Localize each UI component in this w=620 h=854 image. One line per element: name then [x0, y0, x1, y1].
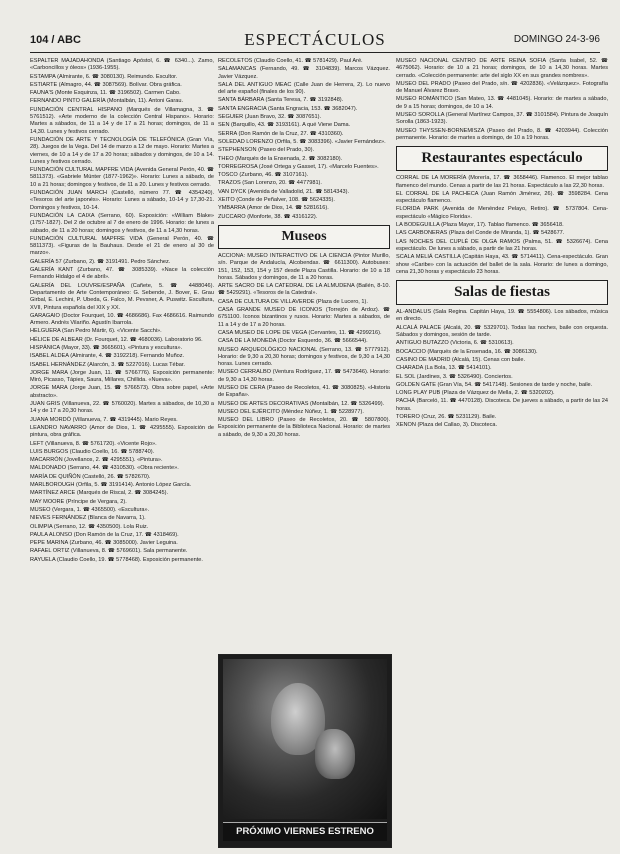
- nightclub-entry: ALCALÁ PALACE (Alcalá, 20. ☎ 5329701). Todas las noches, baile con orquesta. Sábados y domingos, sesión de tarde.: [396, 324, 608, 339]
- listing-entry: PEPE MARINA (Zurbano, 46. ☎ 3085000). Javier Leguina.: [30, 540, 178, 547]
- listing-entry: SALA DEL ANTIGUO MEAC (Calle Juan de Herrera, 2). Lo nuevo del arte español (finales de los 90).: [218, 81, 390, 96]
- listing-entry: MARTÍNEZ ARCE (Marqués de Riscal, 2. ☎ 3084245).: [30, 490, 169, 497]
- museum-entry: MUSEO ROMÁNTICO (San Mateo, 13. ☎ 4481045). Horario: de martes a sábado, de 9 a 15 horas; domingos, de 10 a 14.: [396, 96, 608, 110]
- listing-entry: JUANA MORDÓ (Villanueva, 7. ☎ 4319445). Mario Reyes.: [30, 416, 178, 423]
- listing-entry: SERRA (Don Ramón de la Cruz, 27. ☎ 4310360).: [218, 130, 344, 137]
- listing-entry: RAFAEL ORTIZ (Villanueva, 8. ☎ 5769601). Sala permanente.: [30, 548, 188, 555]
- nightclub-entry: BOCACCIO (Marqués de la Ensenada, 16. ☎ 3086130).: [396, 348, 538, 355]
- restaurant-entry: LAS CARBONERAS (Plaza del Conde de Miranda, 1). ☎ 5428677.: [396, 230, 565, 237]
- listing-entry: ESTIARTE (Almagro, 44. ☎ 3087569). Bolívar. Obra gráfica.: [30, 81, 182, 88]
- listing-entry: FUNDACIÓN CENTRAL HISPANO (Marqués de Villamagna, 3. ☎ 5761512). «Arte moderno de la colección Central Hispano». Horario: Martes a sábados, de 11 a 14 y de 17 a 21 horas; domingos, de 11 a 14,30. Lunes y festivos cerrado.: [30, 106, 214, 135]
- page-header: [30, 30, 600, 53]
- listing-entry: TOSCO (Zurbano, 46. ☎ 3107161).: [218, 172, 309, 179]
- nightclub-entry: LONG PLAY PUB (Plaza de Vázquez de Mella, 2. ☎ 5320202).: [396, 390, 555, 397]
- ad-banner: PRÓXIMO VIERNES ESTRENO: [223, 822, 387, 841]
- listing-entry: MACARRÓN (Jovellanos, 2. ☎ 4295551). «Pintura».: [30, 457, 163, 464]
- restaurant-entry: SCALA MELIÁ CASTILLA (Capitán Haya, 43. ☎ 5714411). Cena-espectáculo. Gran show «Caribe» con la actuación del ballet de la sala. Horario: de lunes a domingo, cena 21,30 horas y espectáculo 23 horas.: [396, 254, 608, 275]
- listing-entry: SEN (Barquillo, 43. ☎ 3193161). A qué Viene Dama.: [218, 122, 351, 129]
- listing-entry: YMBARRA (Amor de Dios, 14. ☎ 5281616).: [218, 205, 329, 212]
- listing-entry: GALERÍA KANT (Zurbano, 47. ☎ 3085339). «Nace la colección Fernando Hidalgo el 4 de abril».: [30, 267, 214, 281]
- listing-entry: ISABEL HERNÁNDEZ (Alarcón, 3. ☎ 5227016). Lucas Tébar.: [30, 361, 185, 368]
- listing-entry: ESTAMPA (Almirante, 6. ☎ 3080130). Reimundo. Escultor.: [30, 73, 178, 80]
- museum-entry: MUSEO DE ARTES DECORATIVAS (Montalbán, 12. ☎ 5326499).: [218, 400, 385, 407]
- listing-entry: FUNDACIÓN DE ARTE Y TECNOLOGÍA DE TELEFÓNICA (Gran Vía, 28). Juegos de la Vega. Del 14 de marzo a 12 de mayo. Horario: Martes a viernes, de 10 a 14 y de 17 a 20 horas; sábados y domingos, de 10 a 14. Lunes y festivos cerrado.: [30, 136, 214, 165]
- section-title: ESPECTÁCULOS: [244, 30, 386, 49]
- listing-entry: TORREGROSA (José Ortega y Gasset, 17). «Marcelo Fuentes».: [218, 163, 379, 170]
- listing-entry: GARAGAIO (Doctor Fourquet, 10. ☎ 4686686). Fax 4686616. Raimundo Armero. Andrés Vilariño. Agustín Ibarrola.: [30, 312, 214, 327]
- museum-entry: MUSEO DEL EJÉRCITO (Méndez Núñez, 1. ☎ 5228977).: [218, 408, 364, 415]
- nightclub-entry: GOLDEN GATE (Gran Vía, 54. ☎ 5417148). Sesiones de tarde y noche, baile.: [396, 381, 593, 388]
- listing-entry: MARÍA DE QUIÑÓN (Castelló, 26. ☎ 5782670).: [30, 473, 151, 480]
- nightclub-entry: TORERO (Cruz, 26. ☎ 5231129). Baile.: [396, 413, 497, 420]
- nightclub-entry: PACHÁ (Barceló, 11. ☎ 4470128). Discoteca. De jueves a sábado, a partir de las 24 horas.: [396, 398, 608, 412]
- issue-date: DOMINGO 24-3-96: [513, 34, 600, 45]
- restaurant-entry: CORRAL DE LA MORERÍA (Morería, 17. ☎ 3658446). Flamenco. El mejor tablao flamenco del mundo. Cenas a partir de las 21 horas. Espectáculo a las 22,30 horas.: [396, 175, 608, 189]
- museos-heading: Museos: [218, 225, 390, 249]
- listing-entry: VAN DYCK (Avenida de Valladolid, 21. ☎ 5814343).: [218, 188, 350, 195]
- film-advertisement: [218, 654, 392, 848]
- restaurant-entry: EL CORRAL DE LA PACHECA (Juan Ramón Jiménez, 26). ☎ 3598284. Cena espectáculo flamenco.: [396, 190, 608, 205]
- museum-entry: MUSEO DEL PRADO (Paseo del Prado, s/n. ☎ 4202836). «Velázquez». Fotografía de Manuel Álvarez Bravo.: [396, 80, 608, 95]
- restaurantes-heading: Restaurantes espectáculo: [396, 146, 608, 171]
- listing-entry: GALERÍA 57 (Zurbano, 2). ☎ 3191491. Pedro Sánchez.: [30, 258, 171, 265]
- listing-entry: LUIS BURGOS (Claudio Coello, 16. ☎ 5788740).: [30, 448, 155, 455]
- listing-entry: THEO (Marqués de la Ensenada, 2. ☎ 3082180).: [218, 155, 343, 162]
- listing-entry: MALDONADO (Serrano, 44. ☎ 4310530). «Obra reciente».: [30, 465, 179, 472]
- museum-entry: MUSEO SOROLLA (General Martínez Campos, 37. ☎ 3101584). Pintura de Joaquín Sorolla (1863-1923).: [396, 112, 608, 126]
- listing-entry: JORGE MARA (Jorge Juan, 11. ☎ 5766776). Exposición permanente: Miró, Picasso, Tápies, Saura, Millares, Chillida. «Nueva».: [30, 369, 214, 384]
- museum-entry: MUSEO CERRALBO (Ventura Rodríguez, 17. ☎ 5473646). Horario: de 9,30 a 14,30 horas.: [218, 369, 390, 383]
- listing-entry: JORGE MARA (Jorge Juan, 15. ☎ 5766573). Obra sobre papel, «Arte abstracto».: [30, 385, 214, 399]
- listing-entry: MAY MOORE (Príncipe de Vergara, 2).: [30, 498, 127, 505]
- museum-entry: CASA GRANDE MUSEO DE ICONOS (Torrejón de Ardoz). ☎ 6751100. Iconos bizantinos y rusos. Horario: Martes a sábados, de 11 a 14 y de 17 a 20 horas.: [218, 307, 390, 328]
- listing-entry: SANTA BÁRBARA (Santa Teresa, 7. ☎ 3192848).: [218, 97, 344, 104]
- restaurant-entry: LA BODEGUILLA (Plaza Mayor, 17). Tablao flamenco. ☎ 3656418.: [396, 222, 564, 229]
- museum-entry: MUSEO THYSSEN-BORNEMISZA (Paseo del Prado, 8. ☎ 4203944). Colección permanente. Horario: de martes a domingo, de 10 a 19 horas.: [396, 127, 608, 141]
- restaurant-entry: LAS NOCHES DEL CUPLÉ DE OLGA RAMOS (Palma, 51. ☎ 5326674). Cena espectáculo. De lunes a sábado, a partir de las 21 horas.: [396, 238, 608, 252]
- museum-entry: ARTE SACRO DE LA CATEDRAL DE LA ALMUDENA (Bailén, 8-10. ☎ 5429291). «Tesoros de la Catedral».: [218, 283, 390, 297]
- listing-entry: FUNDACIÓN JUAN MARCH (Castelló, número 77. ☎ 4354240). «Tesoros del arte japonés». Horario: Lunes a sábado, 10-14 y 17,30-21. Domingos y festivos, 10-14.: [30, 190, 214, 211]
- listing-entry: HISPÁNICA (Mayor, 33). ☎ 3665601). «Pintura y escultura».: [30, 344, 183, 351]
- listing-entry: NIEVES FERNÁNDEZ (Blanca de Navarra, 1).: [30, 515, 146, 522]
- listing-entry: RAYUELA (Claudio Coello, 19. ☎ 5778468). Exposición permanente.: [30, 556, 203, 563]
- museum-entry: CASA DE CULTURA DE VILLAVERDE (Plaza de Lucero, 1).: [218, 298, 368, 305]
- listing-entry: HELGUERA (San Pedro Mártir, 6). «Vicente Sacchi».: [30, 328, 162, 335]
- listing-entry: ESPALTER MAJADAHONDA (Santiago Apóstol, 6. ☎ 6340...). Zamo, «Carboncillos y óleos» (1936-1955).: [30, 58, 214, 72]
- listing-entry: FUNDACIÓN CULTURAL MAPFRE VIDA (Avenida General Perón, 40. ☎ 5811373). «Gabriele Münter (1877-1962)». Horario: Lunes a sábado, de 10 a 21 horas; domingos y festivos, de 11 a 20. Lunes y festivos cerrado.: [30, 167, 214, 188]
- listing-entry: MARLBOROUGH (Orfila, 5. ☎ 3191414). Antonio López García.: [30, 482, 192, 489]
- listing-entry: XEITO (Conde de Peñalver, 108. ☎ 5624335).: [218, 197, 335, 204]
- listing-entry: HÉLICE DE ALBEAR (Dr. Fourquet, 12. ☎ 4680036). Laboratorio 96.: [30, 336, 203, 343]
- listing-entry: RECOLETOS (Claudio Coello, 41. ☎ 5781429). Paul Aré.: [218, 58, 363, 64]
- listing-entry: MUSEO (Vergara, 1. ☎ 4365500). «Escultura».: [30, 506, 150, 513]
- nightclub-entry: CHARADA (La Bola, 13. ☎ 5414101).: [396, 365, 492, 372]
- museum-entry: MUSEO DEL LIBRO (Paseo de Recoletos, 20. ☎ 5807800). Exposición permanente de la Biblioteca Nacional. Horario: de martes a sábado, de 9,30 a 20,30 horas.: [218, 417, 390, 438]
- museum-entry: MUSEO NACIONAL CENTRO DE ARTE REINA SOFÍA (Santa Isabel, 52. ☎ 4675062). Horario: de 10 a 21 horas; domingos, de 10 a 14,30 horas. Martes cerrado. «Colección permanente: arte del siglo XX en sus grandes nombres».: [396, 58, 608, 79]
- listing-entry: ISABEL ALDEA (Almirante, 4. ☎ 3192218). Fernando Muñoz.: [30, 353, 185, 360]
- page-number: 104 / ABC: [30, 34, 81, 46]
- listing-entry: GALERÍA DEL LOUVRE/ESPAÑA (Cañete, 5. ☎ 4488046). Departamento de Arte Contemporáneo: G. Sebende, J. Bover, E. Grau Girbal, E. Lechini, P. Ubeda, G. Falco, M. Pevsner, A. Puswitz. Escultura, XVII, Pintura española del XIX y XX.: [30, 282, 214, 311]
- listing-entry: OLIMPIA (Serrano, 12. ☎ 4350500). Lola Ruiz.: [30, 523, 149, 530]
- column-galerias: [30, 58, 214, 844]
- museum-entry: MUSEO ARQUEOLÓGICO NACIONAL (Serrano, 13. ☎ 5777912). Horario: de 9,30 a 20,30 horas; domingos y festivos, de 9,30 a 14,30 horas. Lunes cerrado.: [218, 346, 390, 368]
- listing-entry: SALAMANCAS (Fernando, 49. ☎ 3104839). Marcos Vázquez. Javier Vázquez.: [218, 66, 390, 80]
- restaurant-entry: FLORIDA PARK (Avenida de Menéndez Pelayo, Retiro). ☎ 5737804. Cena-espectáculo «Mágico Florida».: [396, 206, 608, 220]
- museum-entry: CASA DE LA MONEDA (Doctor Esquerdo, 36. ☎ 5666544).: [218, 338, 368, 345]
- listing-entry: SOLEDAD LORENZO (Orfila, 5. ☎ 3083396). «Javier Fernández».: [218, 138, 386, 145]
- listing-entry: FAUNA'S (Monte Esquinza, 11. ☎ 3196502). Carmen Cabo.: [30, 90, 181, 97]
- listing-entry: TRAZOS (San Lorenzo, 20. ☎ 4477981).: [218, 180, 322, 187]
- listing-entry: FUNDACIÓN CULTURAL MAPFRE VIDA (General Perón, 40. ☎ 5811373). «Figuras de la Bauhaus. Desde el 21 de enero al 30 de marzo».: [30, 235, 214, 257]
- nightclub-entry: EL SOL (Jardines, 3. ☎ 5326490). Conciertos.: [396, 373, 513, 380]
- ad-photo: [223, 659, 387, 819]
- museum-entry: MUSEO DE CERA (Paseo de Recoletos, 41. ☎ 3080825). «Historia de España».: [218, 384, 390, 399]
- listing-entry: FERNANDO PINTO GALERÍA (Montalbán, 11). Antoni Garau.: [30, 98, 184, 105]
- listing-entry: ZUCCARO (Monforte, 38. ☎ 4316122).: [218, 213, 318, 220]
- nightclub-entry: AL-ANDALUS (Sala Regina. Capitán Haya, 19. ☎ 5554806). Los sábados, música en directo.: [396, 309, 608, 323]
- museum-entry: ACCIONA: MUSEO INTERACTIVO DE LA CIENCIA (Pintor Murillo, s/n. Parque de Andalucía, Alcobendas. ☎ 6611300). Autobuses: 151, 152, 153, 154 y 157 desde Plaza Castilla. Horario: de 10 a 18 horas. Sábados y domingos, de 11 a 20 horas.: [218, 252, 390, 281]
- listing-entry: STEPHENSON (Paseo del Prado, 30).: [218, 147, 315, 154]
- salas-fiestas-heading: Salas de fiestas: [396, 280, 608, 305]
- nightclub-entry: XENON (Plaza del Callao, 3). Discoteca.: [396, 422, 498, 429]
- listing-entry: LEFT (Villanueva, 8. ☎ 5761720). «Vicente Rojo».: [30, 440, 157, 447]
- listing-entry: FUNDACIÓN LA CAIXA (Serrano, 60). Exposición: «William Blake» (1757-1827). Del 2 de octubre al 7 de enero de 1996. Horario: de lunes a sábado, de 11 a 20 horas; domingos y festivos, de 11 a 14,30 horas.: [30, 212, 214, 234]
- nightclub-entry: ANTIGUO BUTAZZO (Victoria, 6. ☎ 5310613).: [396, 340, 514, 347]
- ad-hand: [315, 729, 355, 779]
- nightclub-entry: CASINO DE MADRID (Alcalá, 15). Cenas con baile.: [396, 356, 526, 363]
- listing-entry: SEGUIER (Juan Bravo, 32. ☎ 3087651).: [218, 114, 322, 121]
- museum-entry: CASA MUSEO DE LOPE DE VEGA (Cervantes, 11. ☎ 4299216).: [218, 329, 382, 336]
- listing-entry: PAULA ALONSO (Don Ramón de la Cruz, 17. ☎ 4318469).: [30, 531, 179, 538]
- column-museos-restaurantes-salas: [396, 58, 608, 844]
- listing-entry: LEANDRO NAVARRO (Amor de Dios, 1. ☎ 4295555). Exposición de pintura, obra gráfica.: [30, 424, 214, 439]
- listing-entry: SANTA ENGRACIA (Santa Engracia, 153. ☎ 3682047).: [218, 105, 358, 112]
- listing-entry: JUAN GRIS (Villanueva, 22. ☎ 5760020). Martes a sábados, de 10,30 a 14 y de 17 a 20,30 horas.: [30, 401, 214, 415]
